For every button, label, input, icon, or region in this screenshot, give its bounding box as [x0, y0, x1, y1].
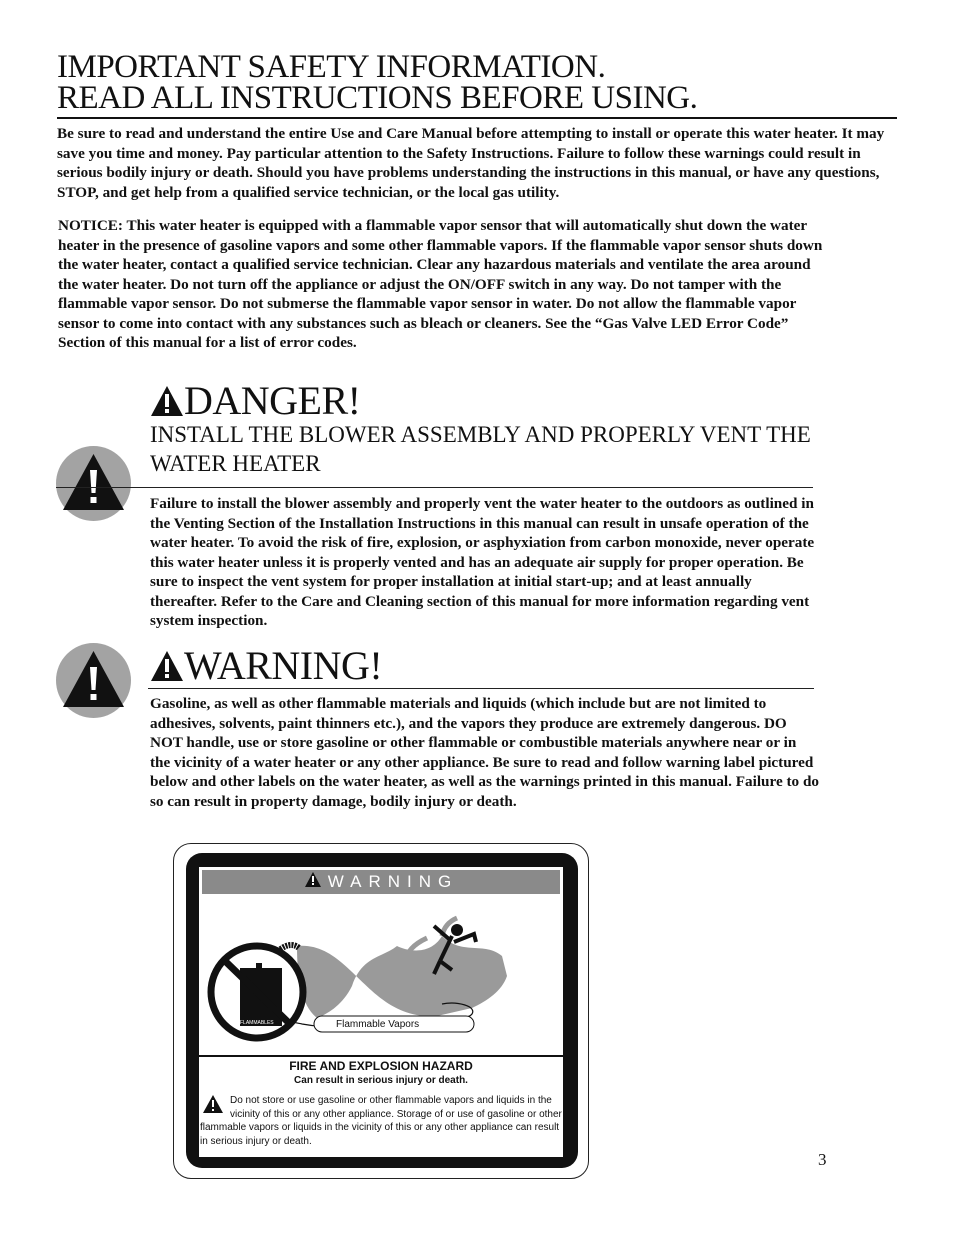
warning-triangle-icon: [304, 871, 322, 893]
intro-paragraph: Be sure to read and understand the entire Use and Care Manual before attempting to install or operate this water heater. It may save you time and money. Pay particular attention to the Safety Instructions. Failure to follow these warnings could result in serious bodily injury or death. Should you have problems understanding the instructions in this manual, or have any questions, STOP, and get help from a qualified service technician, or the local gas utility.: [57, 125, 885, 201]
notice-paragraph: NOTICE: This water heater is equipped with a flammable vapor sensor that will automatically shut down the water heater in the presence of gasoline vapors and some other flammable vapors. If the flammable vapor sensor shuts down the water heater, contact a qualified service technician. Clear any hazardous materials and ventilate the area around the water heater. Do not turn off the appliance or adjust the ON/OFF switch in any way. Do not tamper with the flammable vapor sensor. Do not submerse the flammable vapor sensor in water. Do not allow the flammable vapor sensor to come into contact with any substances such as bleach or cleaners. See the “Gas Valve LED Error Code” Section of this manual for a list of error codes.: [58, 217, 823, 351]
flammable-vapors-illustration: [202, 896, 560, 1054]
hazard-subtitle: Can result in serious injury or death.: [294, 1075, 468, 1086]
warning-label-band: [202, 870, 560, 894]
exclamation-circle-icon: [56, 643, 131, 718]
page-title-line1: IMPORTANT SAFETY INFORMATION.: [57, 49, 606, 85]
flame-shape: [297, 936, 507, 1018]
warning-triangle-icon: [150, 650, 184, 682]
flammable-vapors-caption: Flammable Vapors: [336, 1019, 420, 1030]
danger-word: DANGER!: [184, 378, 361, 423]
hazard-text-body: Do not store or use gasoline or other flammable vapors and liquids in the vicinity of this or any other appliance. Storage of or use of gasoline or other flammable vapors or liquids in the vicinity of this or any other appliance can result in serious injury or death.: [200, 1095, 562, 1147]
danger-subheading: INSTALL THE BLOWER ASSEMBLY AND PROPERLY VENT THE WATER HEATER: [150, 422, 811, 476]
page-title: [57, 49, 897, 116]
flammables-can-label: FLAMMABLES: [240, 1020, 274, 1026]
page-title-line2: READ ALL INSTRUCTIONS BEFORE USING.: [57, 80, 698, 116]
danger-body: Failure to install the blower assembly and properly vent the water heater to the outdoors as outlined in the Venting Section of the Installation Instructions in this manual can result in unsafe operation of the water heater. To avoid the risk of fire, explosion, or asphyxiation from carbon monoxide, never operate this water heater unless it is properly vented and has an adequate air supply for proper operation. Be sure to inspect the vent system for proper installation at initial start-up; and at least annually thereafter. Refer to the Care and Cleaning section of this manual for more information regarding vent system inspection.: [150, 495, 815, 629]
danger-heading: [150, 378, 361, 423]
warning-divider: [148, 688, 814, 689]
hazard-text: [200, 1094, 562, 1148]
warning-label-divider: [199, 1055, 563, 1057]
hazard-title: FIRE AND EXPLOSION HAZARD: [289, 1059, 473, 1073]
warning-triangle-icon: [150, 385, 184, 417]
warning-triangle-icon: [202, 1094, 224, 1119]
warning-body: Gasoline, as well as other flammable materials and liquids (which include but are not limited to adhesives, solvents, paint thinners etc.), and the vapors they produce are extremely dangerous. DO NOT handle, use or store gasoline or other flammable or combustible materials anywhere near or in the vicinity of a water heater or any other appliance. Be sure to read and follow warning label pictured below and other labels on the water heater, as well as the warnings printed in this manual. Failure to do so can result in property damage, bodily injury or death.: [150, 695, 819, 810]
exclamation-circle-icon: [56, 446, 131, 521]
title-divider: [57, 117, 897, 119]
danger-divider: [56, 487, 813, 488]
page-number: 3: [818, 1150, 827, 1169]
warning-heading: [150, 643, 383, 688]
warning-label-band-text: WARNING: [327, 872, 459, 891]
warning-word: WARNING!: [184, 643, 383, 688]
